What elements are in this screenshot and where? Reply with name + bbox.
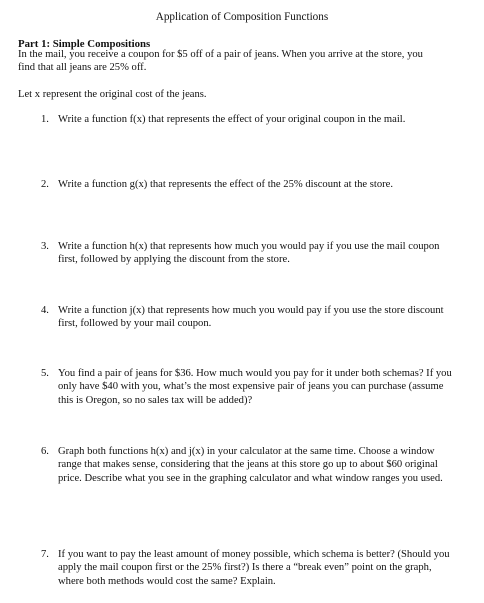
- question-item: [41, 367, 458, 407]
- question-text: Write a function g(x) that represents the effect of the 25% discount at the store.: [58, 179, 394, 190]
- let-statement: Let x represent the original cost of the jeans.: [18, 89, 207, 100]
- question-number: 4.: [41, 305, 49, 316]
- question-text: Write a function f(x) that represents the effect of your original coupon in the mail.: [58, 114, 406, 125]
- question-item: [41, 548, 458, 588]
- question-text: Write a function h(x) that represents how much you would pay if you use the mail coupon first, followed by applying the discount from the store.: [58, 241, 440, 266]
- question-item: [41, 304, 458, 331]
- question-text: Graph both functions h(x) and j(x) in your calculator at the same time. Choose a window range that makes sense, considering that the jeans at this store go up to about $60 original price. Describe what you see in the graphing calculator and what window ranges you used.: [58, 446, 443, 484]
- question-text: Write a function j(x) that represents how much you would pay if you use the store discount first, followed by your mail coupon.: [58, 305, 444, 330]
- question-item: [41, 113, 458, 126]
- question-number: 3.: [41, 241, 49, 252]
- question-item: [41, 445, 458, 485]
- question-number: 2.: [41, 179, 49, 190]
- question-number: 6.: [41, 446, 49, 457]
- part-heading: Part 1: Simple Compositions: [18, 38, 151, 50]
- question-number: 1.: [41, 114, 49, 125]
- question-item: [41, 240, 458, 267]
- intro-paragraph: In the mail, you receive a coupon for $5 off of a pair of jeans. When you arrive at the store, you find that all jeans are 25% off.: [18, 49, 423, 74]
- question-number: 7.: [41, 549, 49, 560]
- question-text: You find a pair of jeans for $36. How much would you pay for it under both schemas? If you only have $40 with you, what’s the most expensive pair of jeans you can purchase (assume this is Oregon, so no sales tax will be added)?: [58, 368, 452, 406]
- question-text: If you want to pay the least amount of money possible, which schema is better? (Should you apply the mail coupon first or the 25% first?) Is there a “break even” point on the graph, where both methods would cost the same? Explain.: [58, 549, 450, 587]
- document-title: Application of Composition Functions: [155, 11, 329, 23]
- question-item: [41, 178, 458, 191]
- question-number: 5.: [41, 368, 49, 379]
